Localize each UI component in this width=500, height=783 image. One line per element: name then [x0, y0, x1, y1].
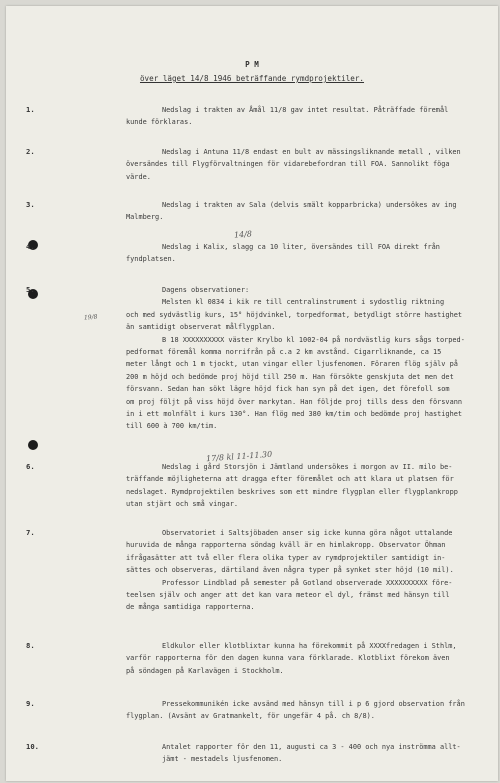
item-text: till 600 à 700 km/tim. [126, 422, 218, 431]
item-text: varför rapporterna för den dagen kunna vara förklarade. Klotblixt förekom även [126, 654, 450, 663]
item-number: 9. [26, 699, 35, 708]
item-text: de många samtidiga rapporterna. [126, 603, 255, 612]
document-page [6, 6, 498, 781]
item-text: om proj följt på viss höjd över markytan. Han följde proj tills dess den försvann [126, 397, 463, 406]
item-number: 5. [26, 285, 35, 294]
item-text: B 18 XXXXXXXXXX väster Krylbo kl 1002-04 på nordvästlig kurs sågs torped- [162, 335, 465, 344]
list-item [26, 199, 496, 224]
item-number: 3. [26, 200, 35, 209]
item-number: 4. [26, 242, 35, 251]
list-item [26, 698, 496, 723]
item-text: Pressekommunikén icke avsänd med hänsyn till i p 6 gjord observation från [162, 700, 465, 708]
item-text: teelsen själv och anger att det kan vara meteor el dyl, främst med hänsyn till [126, 590, 450, 599]
item-text: huruvida de många rapporterna söndag kväll är en himlakropp. Observator Öhman [126, 541, 446, 550]
item-text: Malmberg. [126, 213, 164, 222]
item-text: Nedslag i gård Storsjön i Jämtland undersökes i morgon av II. milo be- [162, 463, 453, 471]
margin-note: 19/8 [83, 313, 98, 322]
list-item [26, 146, 496, 183]
item-number: 7. [26, 528, 35, 537]
item-text: och med sydvästlig kurs, 15° höjdvinkel, torpedformat, betydligt större hastighet [126, 310, 463, 319]
item-text: på söndagen på Karlavägen i Stockholm. [126, 666, 284, 675]
item-text: fyndplatsen. [126, 255, 176, 264]
item-text: Melsten kl 0834 i kik re till centralinstrument i sydostlig riktning [162, 298, 445, 307]
list-item [26, 741, 496, 766]
item-text: Nedslag i Kalix, slagg ca 10 liter, översändes till FOA direkt från [162, 243, 440, 251]
item-text: än samtidigt observerat målflygplan. [126, 323, 276, 332]
item-text: Nedslag i Antuna 11/8 endast en bult av mässingsliknande metall , vilken [162, 148, 461, 156]
item-text: Observatoriet i Saltsjöbaden anser sig icke kunna göra något uttalande [162, 529, 453, 537]
punch-hole [28, 440, 38, 450]
list-item [26, 461, 496, 511]
item-text: nedslaget. Rymdprojektilen beskrives som ett mindre flygplan eller flygplankropp [126, 487, 458, 496]
item-text: Professor Lindblad på semester på Gotland observerade XXXXXXXXXX före- [162, 578, 453, 587]
list-item [26, 241, 496, 266]
item-text: Nedslag i trakten av Sala (delvis smält kopparbricka) undersökes av ing [162, 201, 457, 209]
item-text: utan stjärt och små vingar. [126, 500, 239, 509]
item-number: 10. [26, 742, 39, 751]
item-text: pedformat föremål komma norrifrån på c.a 2 km avstånd. Cigarrliknande, ca 15 [126, 347, 442, 356]
item-text: ifrågasätter att två eller flera olika typer av rymdprojektiler samtidigt in- [126, 553, 446, 562]
item-text: Nedslag i trakten av Åmål 11/8 gav intet resultat. Påträffade föremål [162, 106, 449, 114]
list-item [26, 527, 496, 614]
list-item [26, 640, 496, 677]
item-text: värde. [126, 172, 151, 181]
item-number: 8. [26, 641, 35, 650]
item-text: översändes till Flygförvaltningen för vidarebefordran till FOA. Sannolikt föga [126, 160, 450, 169]
item-text: försvann. Sedan han sökt lägre höjd fick han syn på det igen, det förefoll som [126, 385, 450, 394]
item-text: jämt - mestadels ljusfenomen. [162, 755, 283, 764]
item-text: sättes och observeras, därtiland även några typer på synket ster höjd (10 mil). [126, 566, 454, 575]
item-text: Eldkulor eller klotblixtar kunna ha förekommit på XXXXfredagen i Sthlm, [162, 642, 457, 650]
item-text: meter långt och 1 m tjockt, utan vingar eller ljusfenomen. Föraren flög själv på [126, 360, 458, 369]
item-text: träffande möjligheterna att dragga efter föremålet och att klara ut platsen för [126, 475, 454, 484]
item-text: Dagens observationer: [162, 286, 250, 294]
item-number: 1. [26, 105, 35, 114]
document-subtitle: över läget 14/8 1946 beträffande rymdprojektiler. [139, 74, 365, 83]
item-number: 2. [26, 147, 35, 156]
handwritten-note: 14/8 [233, 229, 253, 240]
list-item [26, 104, 496, 129]
handwritten-note: 17/8 kl 11-11.30 [205, 449, 273, 464]
item-text: flygplan. (Avsänt av Gratmankelt, för ungefär 4 på. ch 8/8). [126, 712, 375, 721]
item-text: kunde förklaras. [126, 118, 193, 127]
item-text: Antalet rapporter för den 11, augusti ca 3 - 400 och nya inströmma allt- [162, 743, 461, 751]
item-number: 6. [26, 462, 35, 471]
item-text: 200 m höjd och bedömde proj höjd till 250 m. Han försökte genskjuta det men det [126, 372, 454, 381]
document-title: P M [245, 60, 259, 69]
item-text: in i ett molnfält i kurs 130°. Han flög med 380 km/tim och bedömde proj hastighet [126, 409, 463, 418]
